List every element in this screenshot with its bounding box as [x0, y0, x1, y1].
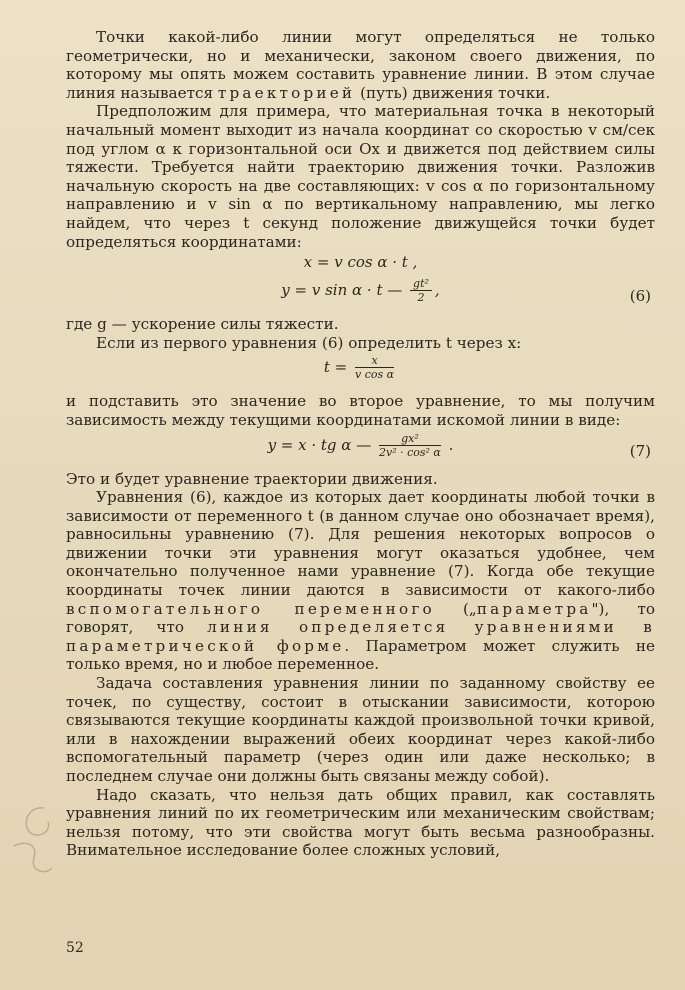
paragraph-trajectory-result: Это и будет уравнение траектории движения. [66, 469, 438, 488]
equation-trajectory: y = x · tg α — $\frac{\text{gx²}}{\text{2v² · cos² α}}$ . (7) [267, 431, 651, 460]
page-number: 52 [66, 940, 84, 956]
term-trajectory: траекторией [217, 83, 356, 102]
equation-y: y = v sin α · t — $\frac{\text{gt²}}{2}$ , (6) [281, 277, 651, 306]
paragraph-parametric: Уравнения (6), каждое из которых дает координаты любой точки в зависимости от переменного t (в данном случае оно обозначает время), равносильны уравнению (7). Для решения некоторых вопросов о движении точки эти уравнения могут оказаться удобнее, чем окончательно полученное нами уравнение (7). Когда обе текущие координаты точек линии даются в зависимости от какого-либо вспомогательного переменного („параметра"), то говорят, что линия определяется уравнениями в параметрической форме. Параметром может служить не только время, но и любое переменное. [66, 488, 656, 674]
paragraph-general-rules: Надо сказать, что нельзя дать общих правил, как составлять уравнения линий по их геометрическим или механическим свойствам; нельзя потому, что эти свойства могут быть весьма разнообразны. Внимательное исследование более сложных условий, [66, 785, 655, 860]
pencil-mark-icon [4, 800, 74, 890]
equation-x: x = v cos α · t , [303, 253, 418, 272]
fraction-x-over-vcos: $\frac{x}{\text{v cos α}}$ [355, 354, 395, 382]
equation-t: t = $\frac{x}{\text{v cos α}}$ [323, 354, 395, 382]
paragraph-g-definition: где g — ускорение силы тяжести. [66, 315, 339, 334]
paragraph-substitute: и подставить это значение во второе уравнение, то мы получим зависимость между текущими координатами искомой линии в виде: [66, 392, 655, 429]
paragraph-solve-t: Если из первого уравнения (6) определить t через x: [96, 333, 522, 352]
page-text [66, 28, 655, 860]
term-parameter: параметра [476, 599, 592, 618]
paragraph-trajectory-intro: Точки какой-либо линии могут определяться не только геометрически, но и механически, законом своего движения, по которому мы опять можем составить уравнение линии. В этом случае линия называется траекторией (путь) движения точки. [66, 28, 655, 102]
paragraph-example: Предположим для примера, что материальная точка в некоторый начальный момент выходит из начала координат со скоростью v см/сек под углом α к горизонтальной оси Ox и движется под действием силы тяжести. Требуется найти траекторию движения точки. Разложив начальную скорость на две составляющих: v cos α по горизонтальному направлению и v sin α по вертикальному направлению, мы легко найдем, что через t секунд положение движущейся точки будет определяться координатами: [66, 102, 655, 251]
fraction-gx2-over-2v2cos2: $\frac{\text{gx²}}{\text{2v² · cos² α}}$ [378, 431, 441, 459]
term-parametric-form: линия определяется уравнениями в параметрической форме [66, 618, 656, 655]
paragraph-problem-statement: Задача составления уравнения линии по заданному свойству ее точек, по существу, состоит в отыскании зависимости, которою связываются текущие координаты каждой произвольной точки кривой, или в нахождении выражений обеих координат через какой-либо вспомогательный параметр (через один или даже несколько; в последнем случае они должны быть связаны между собой). [66, 674, 655, 785]
equation-label-6: (6) [629, 287, 651, 306]
fraction-gt2-over-2: $\frac{\text{gt²}}{2}$ [410, 277, 432, 305]
term-auxiliary-variable: вспомогательного переменного [66, 599, 435, 618]
equation-label-7: (7) [629, 441, 651, 460]
